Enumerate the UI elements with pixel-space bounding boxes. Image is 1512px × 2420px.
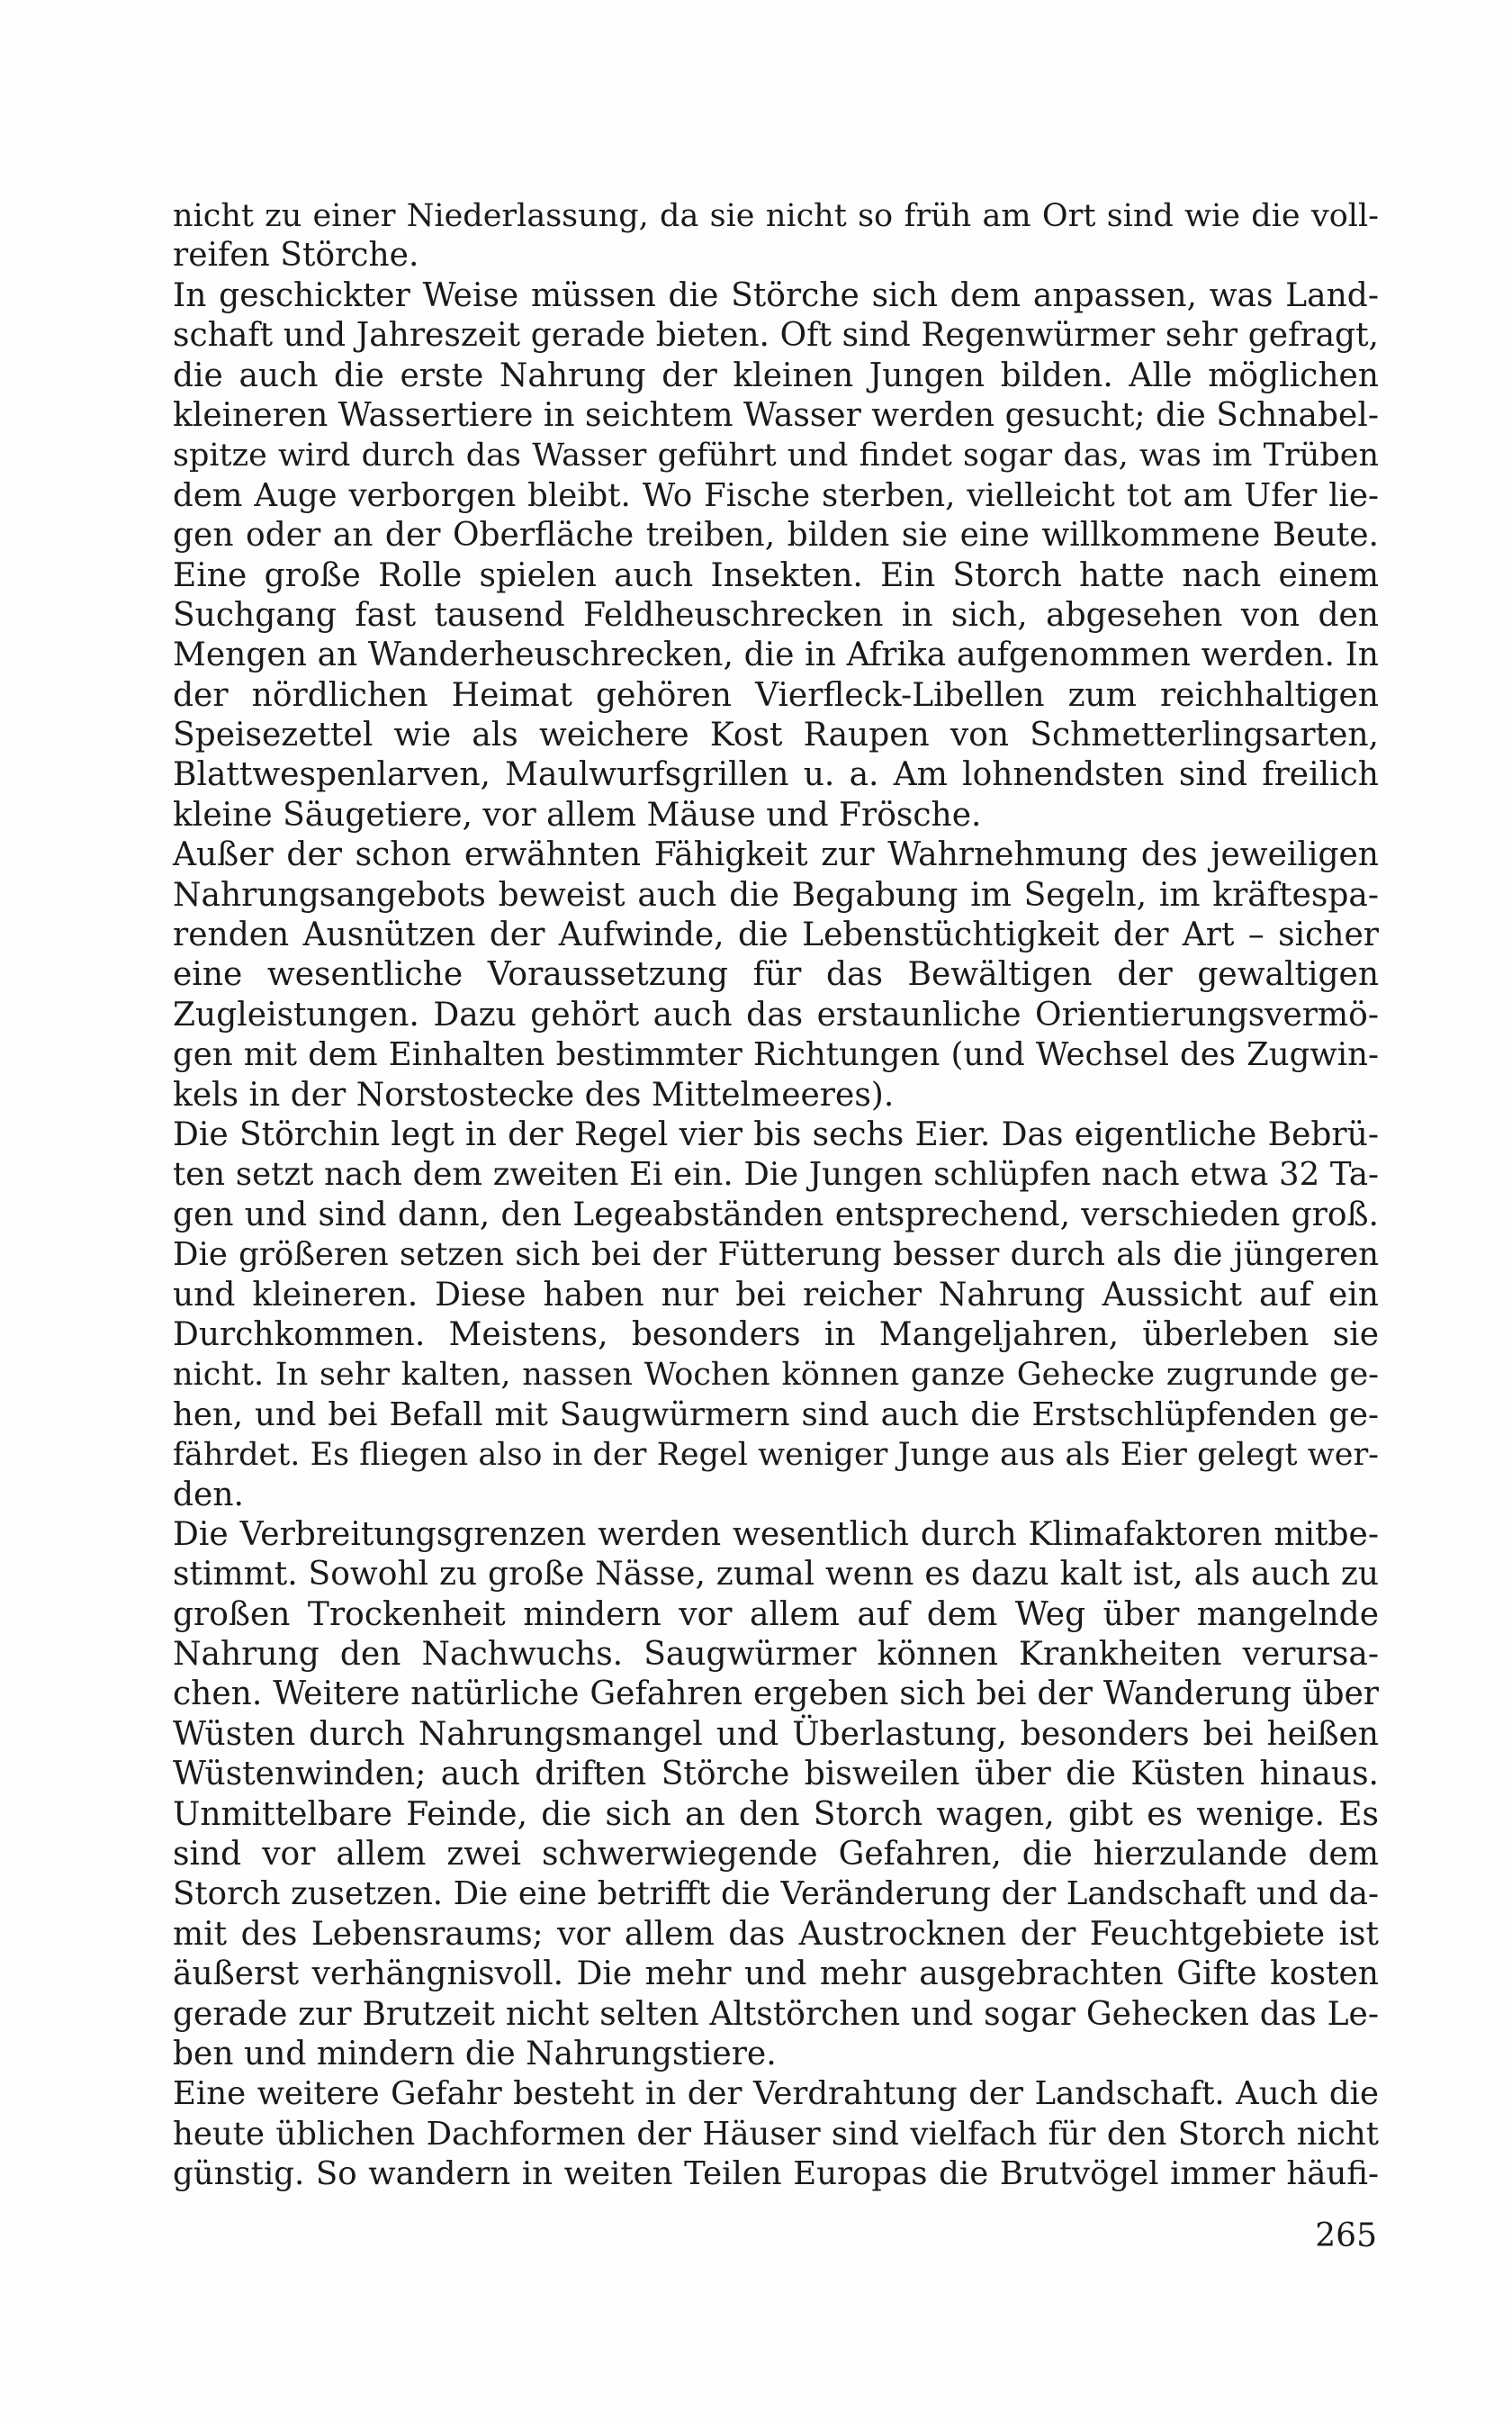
text-line: dem Auge verborgen bleibt. Wo Fische sterben, vielleicht tot am Ufer lie- — [173, 476, 1379, 514]
text-line: heute üblichen Dachformen der Häuser sind vielfach für den Storch nicht — [173, 2115, 1379, 2153]
text-line: die auch die erste Nahrung der kleinen Jungen bilden. Alle möglichen — [173, 357, 1379, 394]
text-line: günstig. So wandern in weiten Teilen Europas die Brutvögel immer häufi- — [173, 2155, 1379, 2193]
text-line: reifen Störche. — [173, 237, 419, 275]
text-line: Nahrungsangebots beweist auch die Begabung im Segeln, im kräftespa- — [173, 876, 1379, 914]
text-line: Mengen an Wanderheuschrecken, die in Afrika aufgenommen werden. In — [173, 637, 1379, 674]
text-line: der nördlichen Heimat gehören Vierfleck-Libellen zum reichhaltigen — [173, 676, 1379, 714]
text-line: Eine weitere Gefahr besteht in der Verdrahtung der Landschaft. Auch die — [173, 2075, 1379, 2113]
text-line: mit des Lebensraums; vor allem das Austrocknen der Feuchtgebiete ist — [173, 1915, 1379, 1953]
text-line: Storch zusetzen. Die eine betrifft die Veränderung der Landschaft und da- — [173, 1875, 1379, 1913]
text-line: nicht zu einer Niederlassung, da sie nicht so früh am Ort sind wie die voll- — [173, 198, 1379, 234]
text-line: eine wesentliche Voraussetzung für das Bewältigen der gewaltigen — [173, 956, 1379, 994]
text-line: gen und sind dann, den Legeabständen entsprechend, verschieden groß. — [173, 1196, 1379, 1233]
text-line: gen mit dem Einhalten bestimmter Richtungen (und Wechsel des Zugwin- — [173, 1036, 1379, 1074]
text-line: gerade zur Brutzeit nicht selten Altstörchen und sogar Gehecken das Le- — [173, 1995, 1379, 2033]
text-line: Außer der schon erwähnten Fähigkeit zur Wahrnehmung des jeweiligen — [173, 836, 1379, 874]
text-line: stimmt. Sowohl zu große Nässe, zumal wenn es dazu kalt ist, als auch zu — [173, 1556, 1379, 1594]
text-line: Die größeren setzen sich bei der Fütterung besser durch als die jüngeren — [173, 1236, 1379, 1274]
text-line: Nahrung den Nachwuchs. Saugwürmer können Krankheiten verursa- — [173, 1636, 1379, 1674]
text-line: Eine große Rolle spielen auch Insekten. Ein Storch hatte nach einem — [173, 556, 1379, 594]
text-line: Durchkommen. Meistens, besonders in Mangeljahren, überleben sie — [173, 1315, 1379, 1353]
text-line: nicht. In sehr kalten, nassen Wochen können ganze Gehecke zugrunde ge- — [173, 1357, 1379, 1394]
text-line: renden Ausnützen der Aufwinde, die Lebenstüchtigkeit der Art – sicher — [173, 917, 1379, 954]
text-line: sind vor allem zwei schwerwiegende Gefahren, die hierzulande dem — [173, 1836, 1379, 1874]
text-line: spitze wird durch das Wasser geführt und findet sogar das, was im Trüben — [173, 438, 1379, 474]
text-line: kels in der Norstostecke des Mittelmeeres). — [173, 1076, 895, 1114]
text-line: fährdet. Es fliegen also in der Regel weniger Junge aus als Eier gelegt wer- — [173, 1437, 1379, 1474]
text-line: äußerst verhängnisvoll. Die mehr und mehr ausgebrachten Gifte kosten — [173, 1955, 1379, 1993]
text-line: ten setzt nach dem zweiten Ei ein. Die Jungen schlüpfen nach etwa 32 Ta- — [173, 1156, 1379, 1194]
text-line: kleineren Wassertiere in seichtem Wasser werden gesucht; die Schnabel- — [173, 396, 1379, 434]
text-line: schaft und Jahreszeit gerade bieten. Oft sind Regenwürmer sehr gefragt, — [173, 317, 1379, 355]
text-line: ben und mindern die Nahrungstiere. — [173, 2035, 777, 2072]
body-text — [173, 196, 1379, 2195]
text-line: Speisezettel wie als weichere Kost Raupen von Schmetterlingsarten, — [173, 717, 1379, 754]
text-line: Zugleistungen. Dazu gehört auch das erstaunliche Orientierungsvermö- — [173, 996, 1379, 1034]
text-line: und kleineren. Diese haben nur bei reicher Nahrung Aussicht auf ein — [173, 1276, 1379, 1314]
text-line: gen oder an der Oberfläche treiben, bilden sie eine willkommene Beute. — [173, 517, 1379, 555]
text-line: Die Verbreitungsgrenzen werden wesentlich durch Klimafaktoren mitbe- — [173, 1515, 1379, 1553]
text-line: Unmittelbare Feinde, die sich an den Storch wagen, gibt es wenige. Es — [173, 1795, 1379, 1833]
text-line: Suchgang fast tausend Feldheuschrecken in sich, abgesehen von den — [173, 596, 1379, 634]
text-line: Die Störchin legt in der Regel vier bis sechs Eier. Das eigentliche Bebrü- — [173, 1115, 1379, 1153]
text-line: Wüsten durch Nahrungsmangel und Überlastung, besonders bei heißen — [173, 1715, 1379, 1753]
text-line: großen Trockenheit mindern vor allem auf dem Weg über mangelnde — [173, 1595, 1379, 1633]
text-line: hen, und bei Befall mit Saugwürmern sind auch die Erstschlüpfenden ge- — [173, 1395, 1379, 1433]
text-line: Blattwespenlarven, Maulwurfsgrillen u. a. Am lohnendsten sind freilich — [173, 756, 1379, 794]
text-line: kleine Säugetiere, vor allem Mäuse und Frösche. — [173, 796, 982, 834]
text-line: chen. Weitere natürliche Gefahren ergeben sich bei der Wanderung über — [173, 1675, 1379, 1713]
text-line: den. — [173, 1476, 244, 1513]
text-line: Wüstenwinden; auch driften Störche bisweilen über die Küsten hinaus. — [173, 1756, 1379, 1793]
page-number: 265 — [1315, 2217, 1377, 2254]
text-line: In geschickter Weise müssen die Störche sich dem anpassen, was Land- — [173, 276, 1379, 314]
